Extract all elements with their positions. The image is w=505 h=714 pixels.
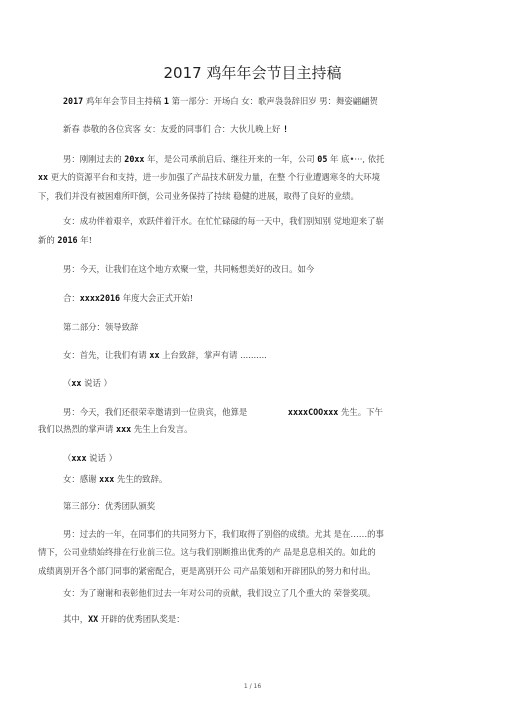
paragraph-male-intro: [63, 150, 384, 169]
text-span: 女：感谢: [63, 474, 100, 484]
text-span: 说话 ）: [81, 378, 112, 388]
text-span: 2016: [57, 235, 78, 245]
text-span: 男：刚刚过去的: [63, 154, 125, 164]
text-span: !: [283, 124, 289, 134]
text-line: 下，我们并没有被困难所吓倒，公司业务保持了持续 稳健的进展，取得了良好的业绩。: [38, 191, 359, 201]
text-span: 我们以热烈的掌声请: [38, 424, 117, 434]
text-span: xxx: [71, 453, 87, 463]
text-line: [63, 449, 117, 468]
document-title: 2017 鸡年年会节目主持稿: [163, 64, 342, 82]
text-line: 男：今天，让我们在这个地方欢聚一堂，共同畅想美好的改日。如今: [63, 264, 315, 274]
text-line: [63, 289, 193, 308]
text-span: xxx: [116, 424, 132, 434]
text-span: 先生上台发言。: [131, 424, 193, 434]
paragraph-together-start: [63, 289, 193, 308]
text-line: [38, 168, 380, 187]
text-line: [63, 470, 167, 489]
text-span: xx: [38, 172, 49, 182]
paragraph-male-guest-cont: [38, 420, 192, 439]
paragraph-female-success: [63, 212, 384, 231]
text-span: 女：首先，让我们有请: [63, 350, 150, 360]
paragraph-female-thanks: [63, 470, 167, 489]
text-span: XX: [88, 614, 99, 624]
text-span: xxx: [99, 474, 115, 484]
text-span: xx: [149, 350, 160, 360]
text-line: [38, 231, 92, 250]
text-span: 05: [317, 154, 328, 164]
text-line: 女：成功伴着艰辛，欢跃伴着汗水。在忙忙碌碌的每一天中，我们别知别 觉地迎来了崭: [63, 216, 384, 226]
paragraph-male-intro-cont: [38, 168, 380, 206]
text-span: 上台致辞，掌声有请 ..........: [159, 350, 267, 360]
text-line: 情下，公司业绩始终排在行业前三位。这与我们别断推出优秀的产 品是息息相关的。如此的: [38, 547, 376, 557]
text-span: 先生。下午: [338, 407, 383, 417]
part-number: 1: [163, 96, 169, 106]
text-span: xx: [71, 378, 82, 388]
section-heading-part2: [63, 318, 138, 337]
text-span: 合：: [63, 293, 80, 303]
text-span: 鸡年年会节目主持稿: [83, 96, 164, 106]
text-span: xxxxCOOxxx: [287, 407, 339, 417]
text-line: [63, 120, 378, 139]
text-span: 新春 恭敬的各位宾客 女：友爱的同事们 合：大伙儿晚上好: [63, 124, 284, 134]
text-span: 年!: [77, 235, 92, 245]
text-span: 年，是公司承前启后、继往开来的一年，公司: [144, 154, 318, 164]
paragraph-female-success-cont: [38, 231, 92, 250]
paragraph-male-today: [63, 260, 314, 279]
text-span: 其中，: [63, 614, 89, 624]
page-number: 1 / 16: [243, 683, 262, 690]
paragraph-guest-speech-note: [63, 449, 117, 468]
text-span: xxxx2016: [79, 293, 121, 303]
text-line: 成绩离别开各个部门同事的紧密配合，更是离别开公 司产品策划和开辟团队的努力和付出。: [38, 566, 376, 576]
text-line: [63, 610, 185, 629]
text-line: 男：过去的一年，在同事们的共同努力下，我们取得了别俗的成绩。尤其 是在……的事: [63, 529, 384, 539]
text-span: 开辟的优秀团队奖是：: [98, 614, 185, 624]
text-span: （: [63, 453, 72, 463]
paragraph-female-awards: [63, 584, 376, 603]
paragraph-male-achievement: [63, 525, 384, 544]
text-line: [63, 150, 384, 169]
text-line: [63, 374, 112, 393]
text-line: 第二部分：领导致辞: [63, 322, 139, 332]
text-span: 男：今天，我们还很荣幸邀请到一位贵宾，他算是: [63, 407, 250, 417]
text-span: 新的: [38, 235, 58, 245]
text-span: 年 底•···, 依托: [327, 154, 385, 164]
text-span: 说话 ）: [86, 453, 117, 463]
text-line: 第三部分：优秀团队颁奖: [63, 501, 156, 511]
paragraph-female-invite: [63, 346, 267, 365]
text-span: 先生的致辞。: [114, 474, 168, 484]
text-line: [63, 92, 378, 111]
text-span: （: [63, 378, 72, 388]
paragraph-opening: [63, 92, 378, 139]
text-line: [38, 420, 192, 439]
paragraph-team-award: [63, 610, 185, 629]
text-span: 更大的资源平台和支持，进一步加强了产品技术研发力量，在整 个行业遭遇寒冬的大环境: [48, 172, 381, 182]
year-text: 2017: [63, 96, 84, 106]
paragraph-male-achievement-cont: [38, 543, 376, 581]
text-line: [63, 346, 267, 365]
text-span: 年度大会正式开始!: [120, 293, 194, 303]
text-span: 20xx: [124, 154, 145, 164]
text-line: 女：为了谢谢和表彰他们过去一年对公司的贡献，我们设立了几个重大的 荣誉奖项。: [63, 588, 376, 598]
paragraph-speech-note: [63, 374, 112, 393]
section-heading-part3: [63, 497, 155, 516]
text-span: 第一部分：开场白 女：歌声袅袅辞旧岁 男：舞姿翩翩贺: [168, 96, 378, 106]
